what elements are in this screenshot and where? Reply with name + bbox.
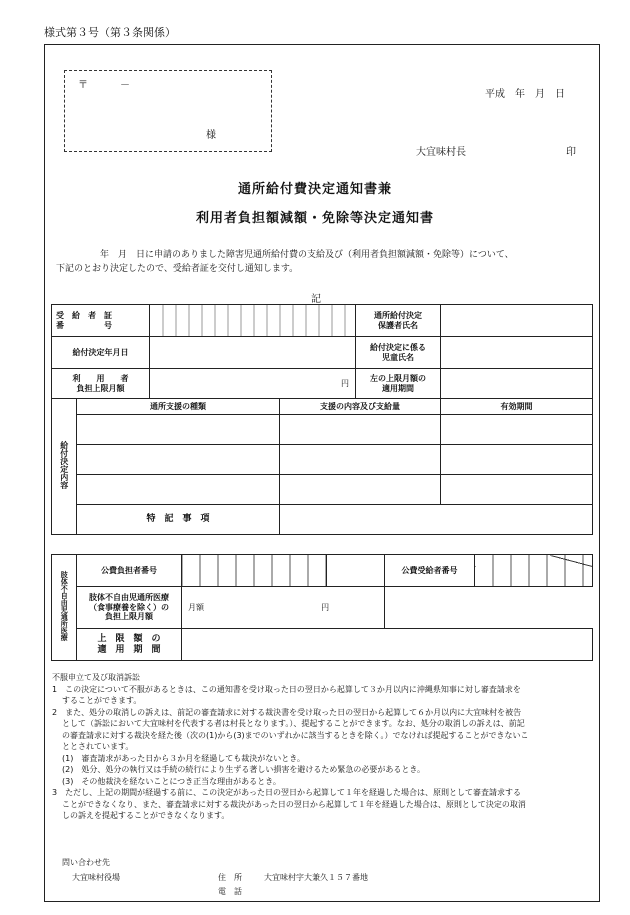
decision-table [51,304,593,535]
date-day: 日 [555,89,565,100]
medical-limit-monthly: 月額 [188,602,204,612]
service-type-cell[interactable] [77,475,280,505]
support-detail-cell[interactable] [280,415,441,445]
contact-address: 大宜味村字大兼久１５７番地 [264,873,368,882]
burden-limit-label-b: 負担上限月額 [76,383,125,393]
note-3a: 3 ただし、上記の期間が経過する前に、この決定があった日の翌日から起算して１年を経過した場合は、原則として審査請求する [52,788,522,797]
recipient-no-value[interactable] [475,555,593,587]
note-2b: として（訴訟において大宜味村を代表する者は村長となります。）、提起することができます。なお、処分の取消しの訴えは、前記 [62,719,525,728]
date-year: 年 [515,89,525,100]
col-support-detail: 支援の内容及び支給量 [280,399,441,415]
contact-phone-label: 電 話 [218,887,242,896]
payer-no-value[interactable] [182,555,327,587]
postal-dash: － [120,80,130,91]
burden-limit-label [52,369,150,399]
limit-period-value[interactable] [441,369,593,399]
medical-limit-value[interactable] [182,587,385,629]
note-3b: ことができなくなり、また、審査請求に対する裁決があった日の翌日から起算して１年を経過した場合は、原則として決定の取消 [62,799,526,809]
limit-period-label [356,369,441,399]
note-1b: することができます。 [62,696,142,705]
child-name-label-a: 給付決定に係る [370,342,427,352]
appeal-notes [52,672,592,822]
child-name-label [356,337,441,369]
limit-period-label-b: 適用期間 [382,383,415,393]
medical-limit-label-b: （食事療養を除く）の [89,602,169,612]
decision-date-label: 給付決定年月日 [52,337,150,369]
recipient-no-label: 公費受給者番号 [385,555,475,587]
medical-limit-yen: 円 [321,602,330,612]
note-2d: ととされています。 [62,742,134,751]
intro-line-1 [62,247,597,260]
support-detail-cell[interactable] [280,445,441,475]
contact-office: 大宜味村役場 [72,873,120,882]
contact-address-label: 住 所 [218,873,242,882]
decision-content-text: 給付決定内容 [59,441,69,490]
service-type-cell[interactable] [77,415,280,445]
medical-limit-label-a: 肢体不自由児通所医療 [89,593,169,603]
contact-heading: 問い合わせ先 [62,858,110,867]
intro-line-2: 下記のとおり決定したので、受給者証を交付し通知します。 [56,264,299,274]
ki-label: 記 [311,294,321,305]
limit-period-label-a: 左の上限月額の [370,373,427,383]
issuer-seal: 印 [566,147,576,158]
decision-content-label [52,399,77,535]
medical-limit-label-c: 負担上限月額 [105,612,153,622]
note-item-3: (3) その他裁決を経ないことにつき正当な理由があるとき。 [62,776,281,786]
validity-cell[interactable] [441,445,593,475]
recipient-cert-no-label [52,305,150,337]
recipient-cert-no-value[interactable] [150,305,356,337]
burden-limit-value[interactable] [150,369,356,399]
recipient-cert-label-a: 受 給 者 証 [56,310,112,320]
child-name-value[interactable] [441,337,593,369]
intro-text-1: 年 月 日に申請のありました障害児通所給付費の支給及び（利用者負担額減額・免除等）について、 [100,250,514,260]
medical-period-value[interactable] [182,629,593,661]
burden-limit-label-a: 利 用 者 [72,373,129,383]
col-validity: 有効期間 [441,399,593,415]
date-era: 平成 [485,89,505,100]
date-line [485,85,565,100]
recipient-cert-label-b: 番 号 [56,320,112,330]
guardian-name-label-b: 保護者氏名 [378,320,419,330]
addressee-honorific: 様 [206,130,216,141]
col-service-type: 通所支援の種類 [77,399,280,415]
postal-mark: 〒 [78,80,88,91]
special-notes-label: 特 記 事 項 [77,505,280,535]
note-1a: 1 この決定について不服があるときは、この通知書を受け取った日の翌日から起算して３か月以内に沖縄県知事に対し審査請求を [52,684,521,694]
note-2a: 2 また、処分の取消しの訴えは、前記の審査請求に対する裁決書を受け取った日の翌日から起算して６か月以内に大宜味村を被告 [52,707,522,717]
child-name-label-b: 児童氏名 [382,352,415,362]
note-2c: の審査請求に対する裁決を経た後（次の(1)から(3)までのいずれかに該当するときを除く。）でなければ提起することができないこ [62,730,529,740]
form-number-label: 様式第３号（第３条関係） [44,26,176,39]
special-notes-value[interactable] [280,505,593,535]
title-line-1: 通所給付費決定通知書兼 [237,182,392,197]
guardian-name-value[interactable] [441,305,593,337]
service-type-cell[interactable] [77,445,280,475]
payer-no-label: 公費負担者番号 [77,555,182,587]
medical-period-label [77,629,182,661]
payer-no-spacer [327,555,385,587]
issuer-name: 大宜味村長 [416,147,466,158]
guardian-name-label [356,305,441,337]
burden-limit-yen: 円 [341,378,350,388]
medical-table [51,554,593,661]
medical-side-label [52,555,77,661]
medical-period-label-a: 上 限 額 の [97,633,161,644]
date-month: 月 [535,89,545,100]
title-line-2: 利用者負担額減額・免除等決定通知書 [195,211,434,226]
decision-date-value[interactable] [150,337,356,369]
validity-cell[interactable] [441,415,593,445]
medical-limit-label [77,587,182,629]
guardian-name-label-a: 通所給付決定 [374,310,423,320]
notes-heading: 不服申立て及び取消訴訟 [52,673,140,682]
note-item-1: (1) 審査請求があった日から３か月を経過しても裁決がないとき。 [62,753,305,763]
medical-limit-blank [385,587,593,629]
validity-cell[interactable] [441,475,593,505]
medical-side-text: 肢体不自由児通所医療 [60,571,69,642]
note-3c: しの訴えを提起することができなくなります。 [62,811,230,820]
address-box [64,70,272,152]
medical-period-label-b: 適 用 期 間 [97,644,161,655]
support-detail-cell[interactable] [280,475,441,505]
note-item-2: (2) 処分、処分の執行又は手続の続行により生ずる著しい損害を避けるため緊急の必要があるとき。 [62,765,426,774]
